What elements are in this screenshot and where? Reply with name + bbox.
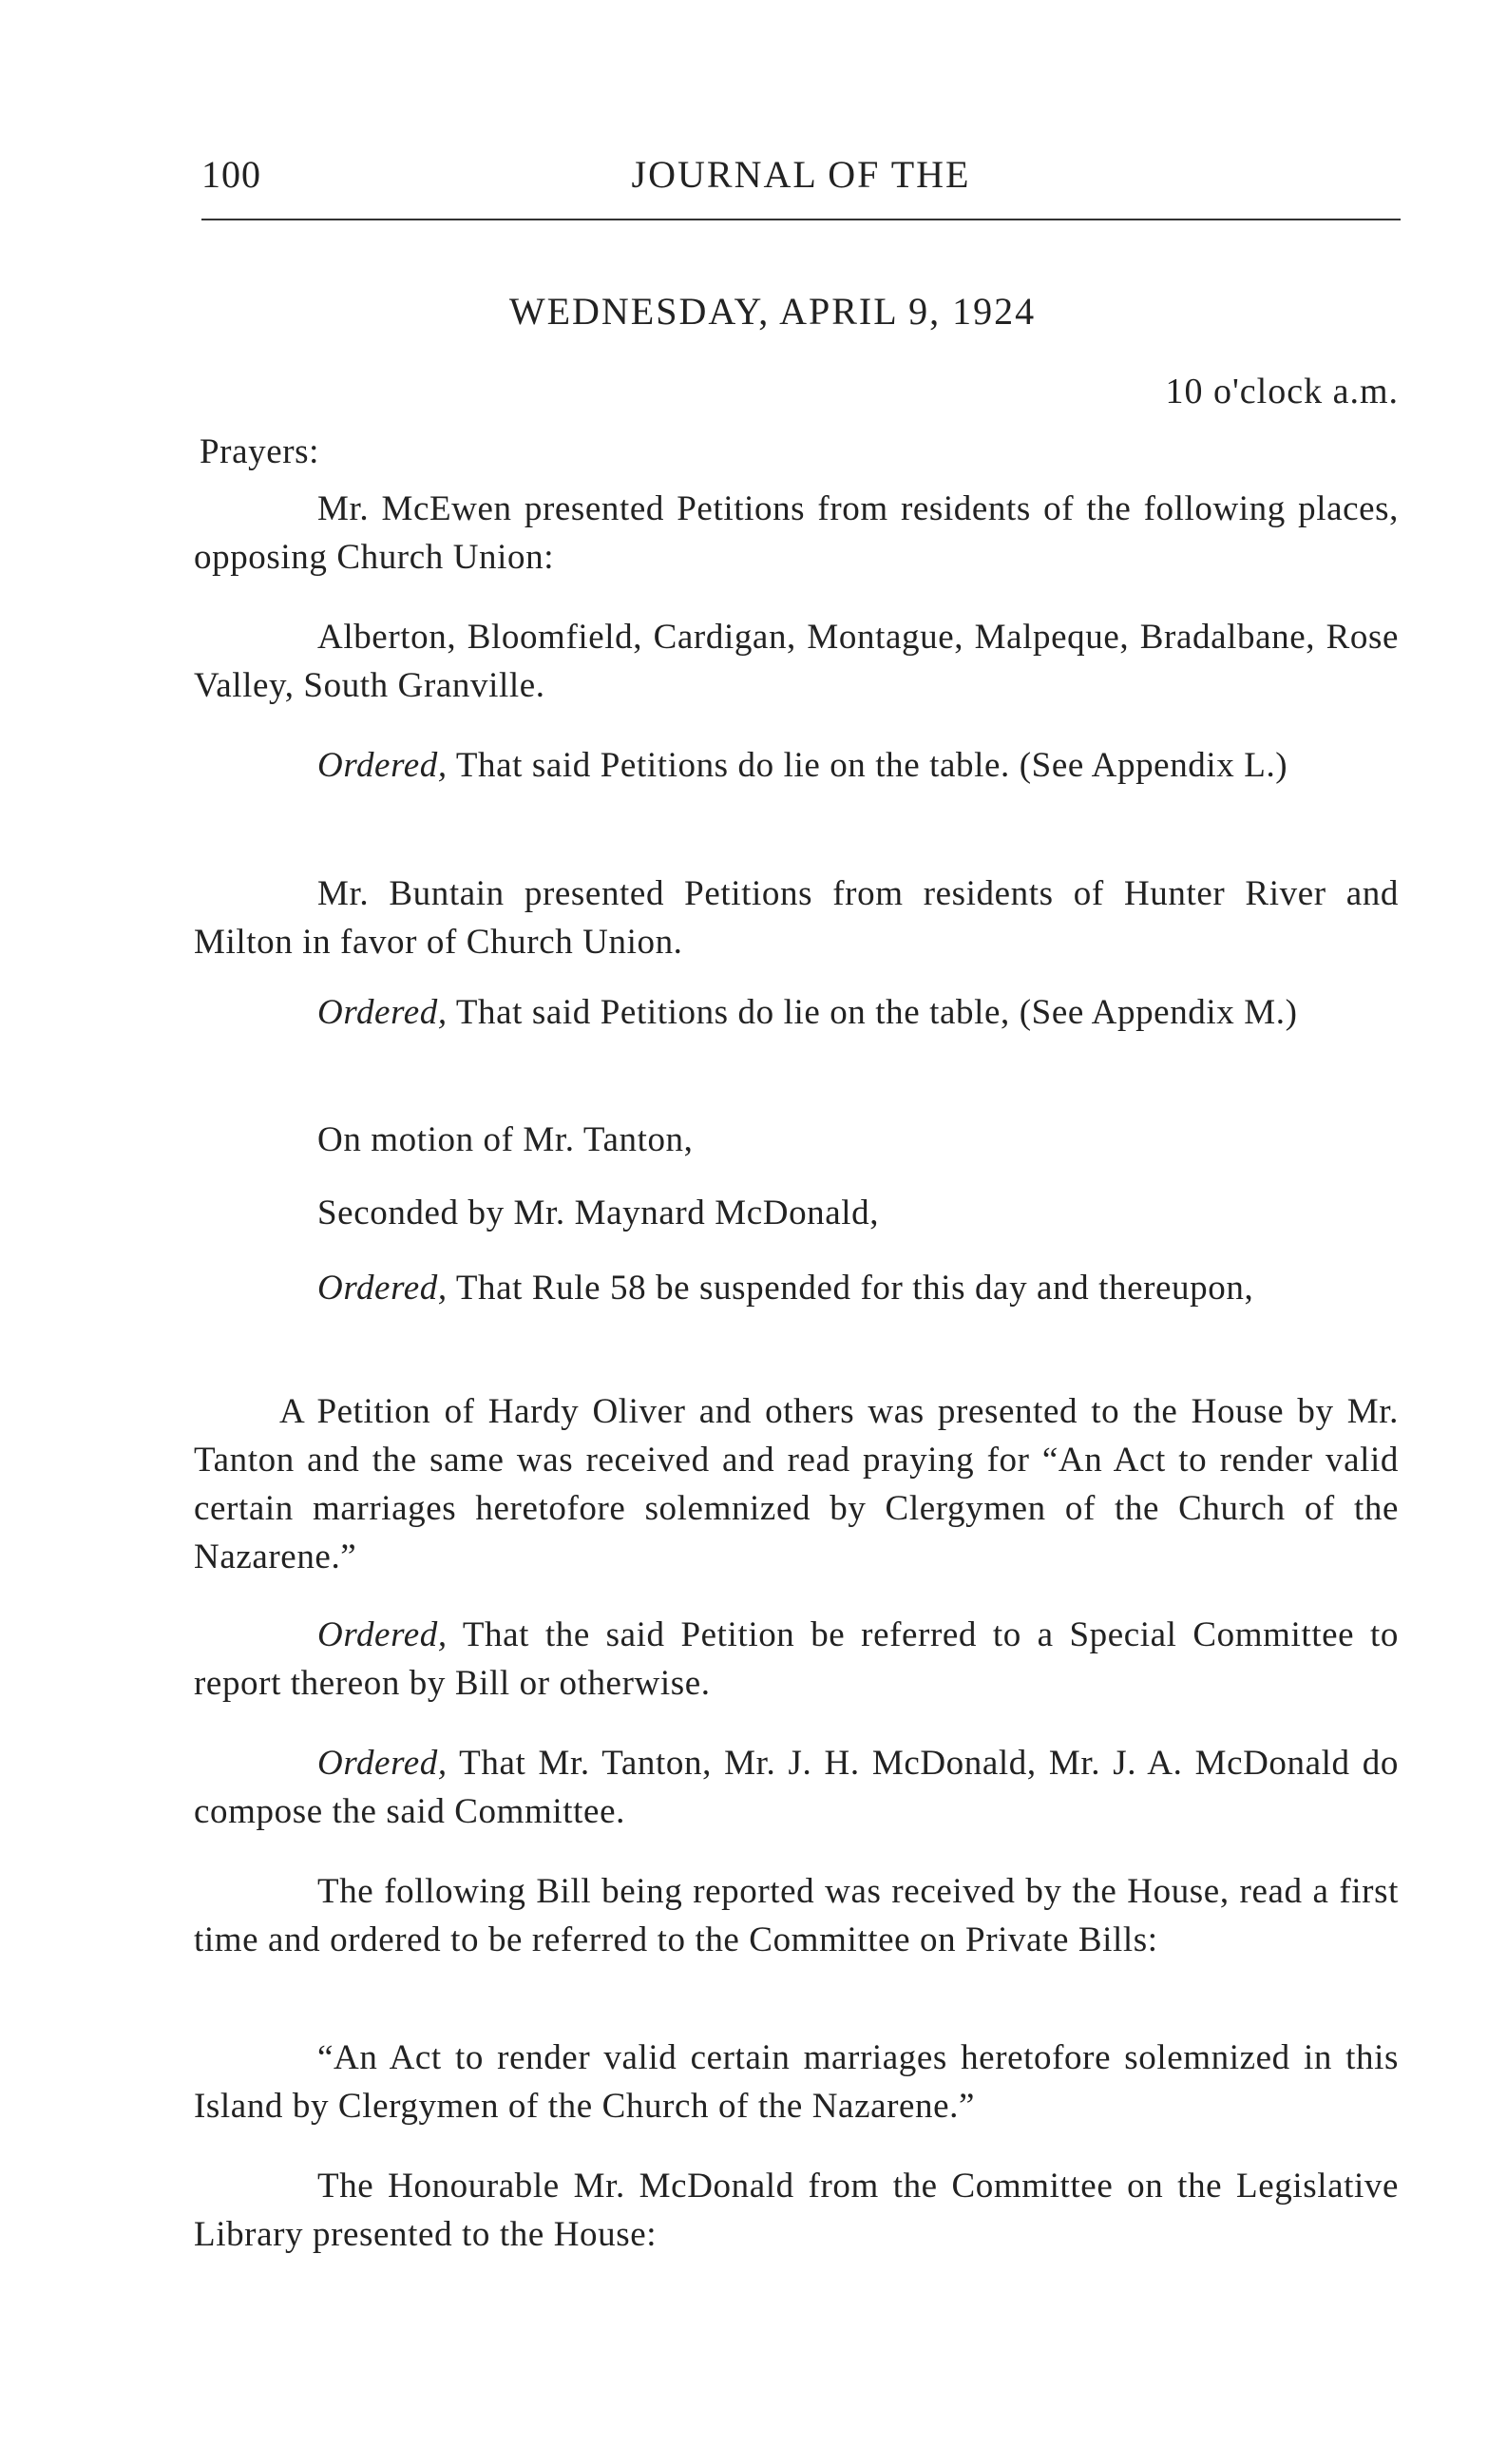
paragraph-bill-title: “An Act to render valid certain marriages heretofore solemnized in this Island by Clergymen of the Church of the Nazarene.” bbox=[194, 2038, 1399, 2126]
paragraph-order-appendix-m bbox=[194, 988, 1399, 1037]
paragraph-rule-suspended bbox=[194, 1264, 1399, 1312]
paragraph-bill-reported: The following Bill being reported was received by the House, read a first time and ordered to be referred to the Committee on Private Bills: bbox=[194, 1872, 1399, 1959]
page-number: 100 bbox=[201, 153, 261, 196]
paragraph-hardy-oliver-petition: A Petition of Hardy Oliver and others was presented to the House by Mr. Tanton and the same was received and read praying for “An Act to render valid certain marriages heretofore solemnized by Clergymen of the Church of the Nazarene.” bbox=[194, 1392, 1399, 1576]
paragraph-seconded: Seconded by Mr. Maynard McDonald, bbox=[317, 1194, 880, 1232]
paragraph-motion: On motion of Mr. Tanton, bbox=[317, 1120, 694, 1159]
ordered-label: Ordered, bbox=[317, 1744, 448, 1783]
page-header bbox=[201, 152, 1401, 220]
ordered-label: Ordered, bbox=[317, 746, 448, 785]
order-text: That the said Petition be referred to a Special Committee to report thereon by Bill or otherwise. bbox=[194, 1615, 1399, 1703]
paragraph-order-appendix-l bbox=[194, 741, 1399, 790]
order-text: That Rule 58 be suspended for this day and thereupon, bbox=[447, 1269, 1254, 1308]
order-text: That said Petitions do lie on the table, (See Appendix M.) bbox=[447, 993, 1298, 1032]
paragraph-special-committee bbox=[194, 1611, 1399, 1708]
session-date: WEDNESDAY, APRIL 9, 1924 bbox=[508, 290, 1037, 333]
ordered-label: Ordered, bbox=[317, 1269, 448, 1308]
running-head: JOURNAL OF THE bbox=[631, 153, 971, 196]
paragraph-legislative-library: The Honourable Mr. McDonald from the Committee on the Legislative Library presented to the House: bbox=[194, 2167, 1399, 2254]
order-text: That Mr. Tanton, Mr. J. H. McDonald, Mr. J. A. McDonald do compose the said Committee. bbox=[194, 1744, 1399, 1831]
paragraph-committee-members bbox=[194, 1739, 1399, 1836]
prayers-heading: Prayers: bbox=[200, 432, 320, 471]
paragraph-places-list: Alberton, Bloomfield, Cardigan, Montague, Malpeque, Bradalbane, Rose Valley, South Granville. bbox=[194, 618, 1399, 705]
order-text: That said Petitions do lie on the table. (See Appendix L.) bbox=[447, 746, 1288, 785]
ordered-label: Ordered, bbox=[317, 1615, 448, 1654]
paragraph-mcewen-petitions: Mr. McEwen presented Petitions from residents of the following places, opposing Church Union: bbox=[194, 489, 1399, 577]
session-time: 10 o'clock a.m. bbox=[1165, 372, 1399, 411]
paragraph-buntain-petitions: Mr. Buntain presented Petitions from residents of Hunter River and Milton in favor of Church Union. bbox=[194, 874, 1399, 962]
ordered-label: Ordered, bbox=[317, 993, 448, 1032]
